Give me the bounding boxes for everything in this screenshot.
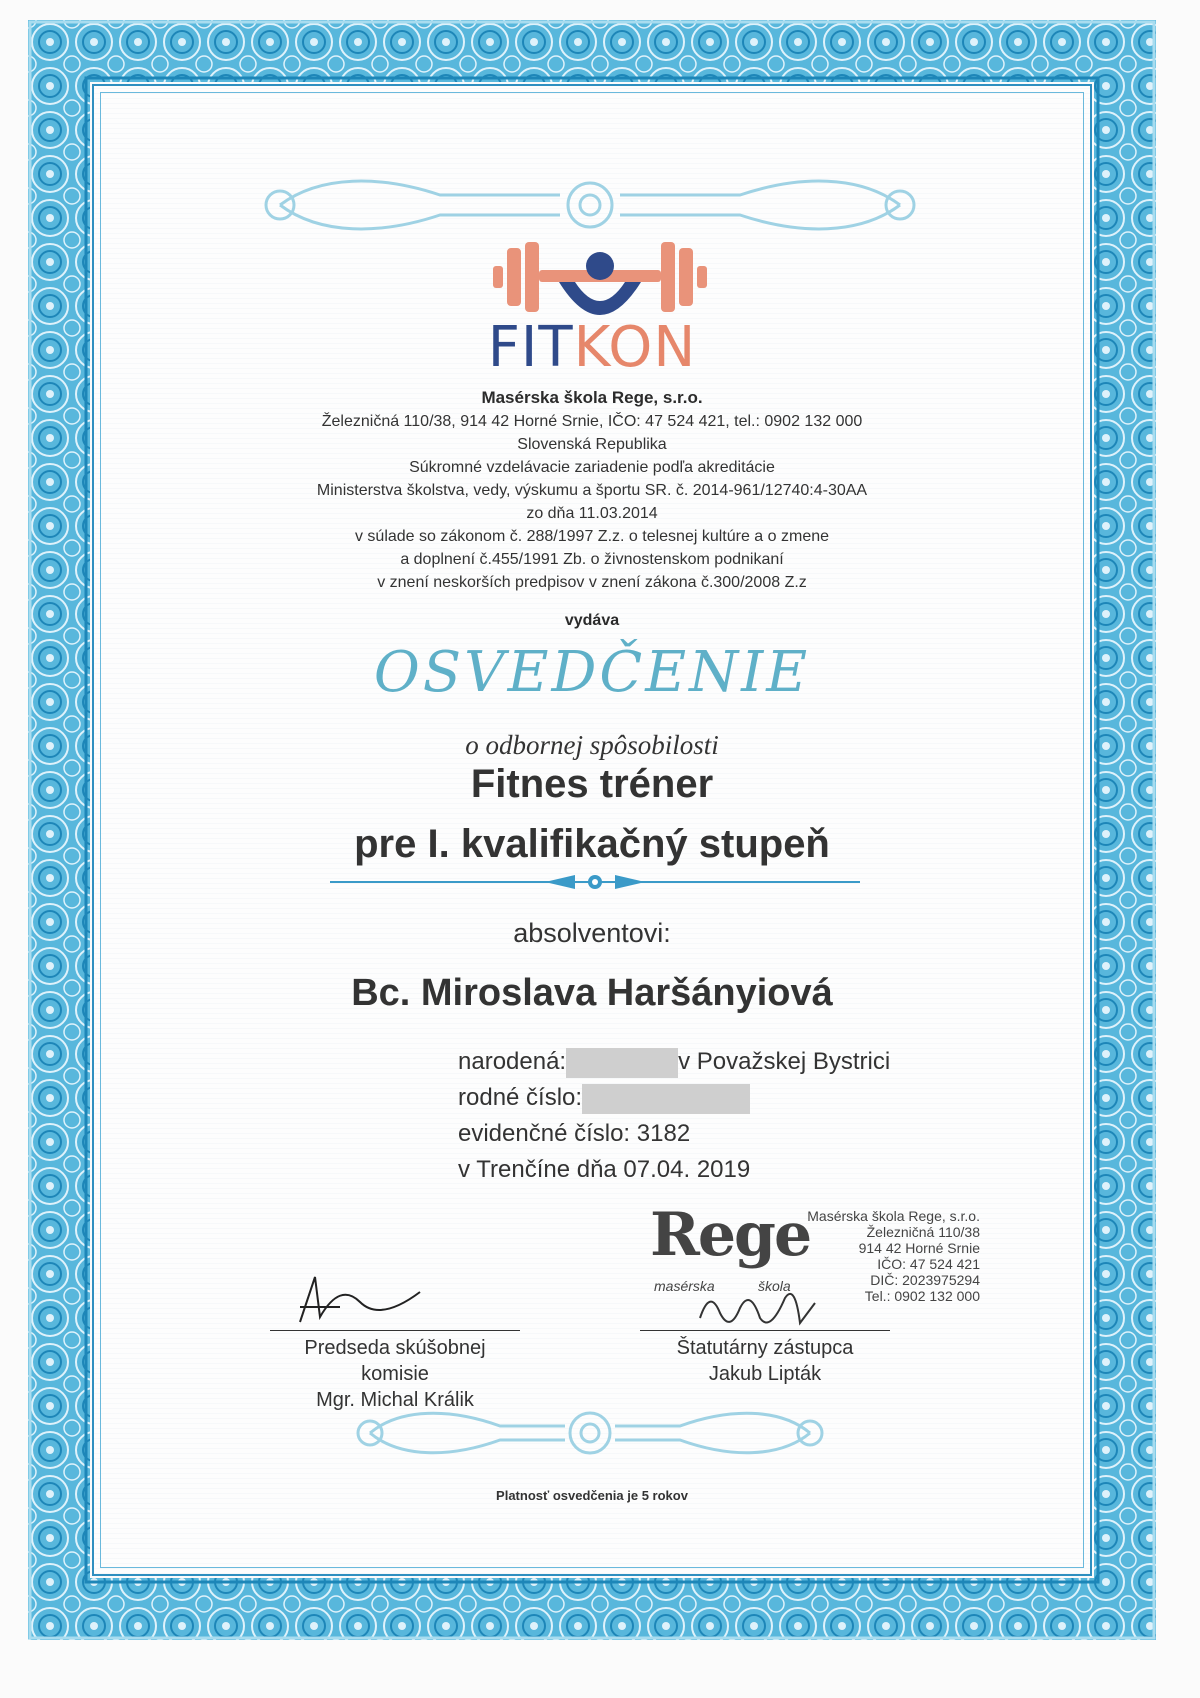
- issuer-name: Masérska škola Rege, s.r.o.: [481, 388, 703, 407]
- stamp-label: škola: [758, 1278, 791, 1294]
- issues-label: vydáva: [564, 612, 620, 629]
- issuer-line: a doplnení č.455/1991 Zb. o živnostenskom podnikaní: [400, 551, 784, 568]
- place-date: v Trenčíne dňa 07.04. 2019: [458, 1156, 751, 1183]
- stamp-line: Masérska škola Rege, s.r.o.: [807, 1208, 980, 1224]
- issuer-line: zo dňa 11.03.2014: [526, 505, 658, 522]
- born-row: [458, 1044, 890, 1080]
- stamp-line: DIČ: 2023975294: [870, 1272, 980, 1288]
- redacted-birth-number: [582, 1084, 750, 1114]
- issuer-details: [92, 410, 1092, 594]
- signer-name: Jakub Lipták: [708, 1363, 822, 1385]
- birth-number-label: rodné číslo:: [458, 1084, 583, 1111]
- signature-line: [270, 1330, 520, 1331]
- stamp-line: Tel.: 0902 132 000: [864, 1288, 980, 1304]
- qualification-level: pre I. kvalifikačný stupeň: [354, 822, 830, 866]
- logo-kon: KON: [573, 315, 697, 380]
- signature-right: [690, 1278, 830, 1338]
- certificate-title: OSVEDČENIE: [373, 640, 811, 705]
- divider-ornament: [330, 872, 860, 892]
- issuer-line: v súlade so zákonom č. 288/1997 Z.z. o telesnej kultúre a o zmene: [354, 528, 830, 545]
- signature-line: [640, 1330, 890, 1331]
- signature-block-statutory: [640, 1330, 890, 1387]
- logo-fit: FIT: [487, 315, 574, 380]
- barbell-icon: [493, 238, 707, 320]
- top-ornament: [240, 165, 940, 245]
- graduate-label: absolventovi:: [513, 918, 671, 948]
- born-label: narodená:: [458, 1048, 567, 1075]
- stamp-line: IČO: 47 524 421: [877, 1256, 980, 1272]
- stamp-logo: Rege: [650, 1200, 811, 1270]
- issuer-line: Ministerstva školstva, vedy, výskumu a športu SR. č. 2014-961/12740:4-30AA: [316, 482, 868, 499]
- issuer-line: Slovenská Republika: [517, 436, 667, 453]
- validity-note: Platnosť osvedčenia je 5 rokov: [496, 1488, 688, 1503]
- certificate-subtitle: o odbornej spôsobilosti: [465, 730, 719, 760]
- born-place: v Považskej Bystrici: [678, 1048, 891, 1075]
- graduate-name: Bc. Miroslava Haršányiová: [351, 972, 833, 1014]
- issuer-line: v znení neskorších predpisov v znení zákona č.300/2008 Z.z: [377, 574, 807, 591]
- qualification-title: Fitnes tréner: [470, 762, 714, 806]
- stamp-line: Železničná 110/38: [866, 1224, 980, 1240]
- bottom-ornament: [340, 1398, 840, 1468]
- signature-left: [280, 1262, 430, 1332]
- issuer-line: Súkromné vzdelávacie zariadenie podľa akreditácie: [409, 459, 775, 476]
- signer-role: Štatutárny zástupca: [676, 1337, 854, 1359]
- stamp-line: 914 42 Horné Srnie: [858, 1240, 980, 1256]
- issuer-line: Železničná 110/38, 914 42 Horné Srnie, IČO: 47 524 421, tel.: 0902 132 000: [321, 413, 863, 430]
- redacted-birth-date: [566, 1048, 678, 1078]
- birth-number-row: [458, 1080, 890, 1116]
- record-number: evidenčné číslo: 3182: [458, 1120, 691, 1147]
- personal-details: [458, 1044, 890, 1188]
- signer-name: Mgr. Michal Králik: [316, 1389, 474, 1411]
- stamp-label: masérska: [654, 1278, 715, 1294]
- signer-role: Predseda skúšobnej komisie: [304, 1337, 486, 1385]
- fitkon-logo: [92, 315, 1092, 380]
